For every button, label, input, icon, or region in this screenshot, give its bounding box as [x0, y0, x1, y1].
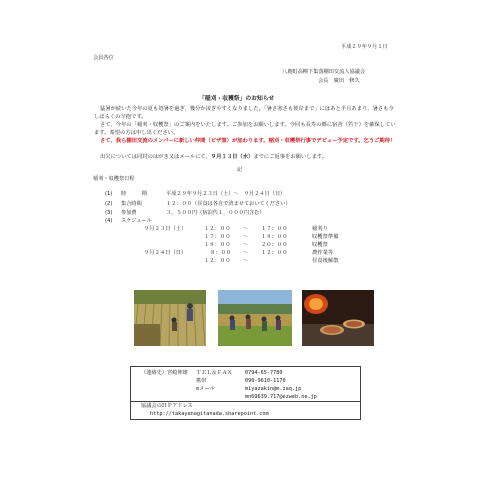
item-num: (3): [105, 210, 113, 216]
contact-divider: [130, 401, 361, 402]
item-value: １２：００（昼食は各自で済ませておいてください）: [166, 201, 291, 207]
rsvp-deadline: ９月１３日（水）: [210, 154, 254, 160]
schedule-start: １２：００: [204, 258, 231, 264]
paragraph-greeting: 猛暑が続いた今年の夏も処暑を過ぎ、幾分か凌ぎやすくなりました。「暑さ寒さも彼岸まで」にはあと半月あまり、暑さも今しばらくの辛抱です。: [94, 106, 394, 120]
schedule-start: １７：００: [204, 234, 231, 240]
item-value: ３，５００円（宿泊代１，０００円含む）: [166, 210, 265, 216]
rice-field-photo: [134, 290, 206, 346]
paragraph-rsvp: [94, 154, 398, 162]
schedule-tilde: ～: [243, 250, 249, 256]
item-num: (2): [105, 201, 113, 207]
pizza-oven-photo: [302, 290, 374, 346]
schedule-tilde: ～: [243, 258, 249, 264]
schedule-event: 稲刈り: [312, 226, 328, 232]
email-label: eメール: [196, 386, 215, 392]
sender-name: 会長 廣田 修久: [318, 78, 360, 84]
schedule-title: 稲刈・収穫祭日程: [93, 176, 135, 182]
ki-mark: 記: [237, 167, 243, 173]
schedule-event: 収穫祭: [312, 242, 328, 248]
schedule-tilde: ～: [243, 242, 249, 248]
schedule-day: ９月２４日（日）: [144, 250, 187, 256]
schedule-start: １８：００: [204, 242, 231, 248]
email-link-1[interactable]: miyazakin@m.zaq.jp: [245, 386, 302, 392]
organization-name: 八鹿町高柳下集落棚田交流人協議会: [282, 69, 366, 75]
item-num: (4): [105, 218, 113, 224]
schedule-event: 昼食後解散: [312, 258, 339, 264]
rsvp-text-b: までにご返事をお願いします。: [253, 154, 328, 160]
tel-value[interactable]: 0794-65-7780: [245, 370, 283, 376]
schedule-end: １７：００: [261, 226, 288, 232]
mobile-label: 携帯: [196, 378, 207, 384]
email-link-2[interactable]: mn69639.717@ezweb.ne.jp: [245, 394, 317, 400]
schedule-start: １２：００: [204, 226, 231, 232]
hp-label: 協議会のＨＰアドレス: [141, 403, 193, 409]
addressee: 会員各位: [93, 55, 114, 61]
item-label: 時 期: [121, 191, 147, 197]
rsvp-text-a: 出欠については同封のはがき又はメールにて、: [100, 154, 211, 160]
schedule-end: ２０：００: [261, 242, 288, 248]
item-label: スケジュール: [121, 218, 152, 224]
paragraph-invitation: さて、今年の「稲刈・収穫祭」のご案内をいたします。ご参加をお願いします。今回も長寿の郷に宿舎（若干）を確保しています。希望の方は申し出ください。: [94, 122, 396, 136]
item-value: 平成２９年９月２３日（土）～ ９月２４日（日）: [166, 191, 286, 197]
schedule-event: 農作業等: [312, 250, 334, 256]
schedule-tilde: ～: [243, 234, 249, 240]
harvest-team-photo: [218, 290, 292, 346]
tel-label: ＴＥＬ＆ＦＡＸ: [196, 370, 233, 376]
schedule-day: ９月２３日（土）: [144, 226, 187, 232]
schedule-event: 収穫祭準備: [312, 234, 339, 240]
document-title: 「稲刈・収穫祭」のお知らせ: [199, 96, 275, 102]
hp-url-link[interactable]: http://takayanagitanada.sharepoint.com: [150, 411, 269, 417]
schedule-start: ８：００: [210, 250, 232, 256]
item-label: 集合時間: [121, 201, 142, 207]
issue-date: 平成２９年９月１日: [341, 44, 388, 50]
contact-label: （連絡先）宮崎伸雄: [141, 370, 188, 376]
item-num: (1): [105, 191, 113, 197]
mobile-value[interactable]: 090-9610-1170: [245, 378, 286, 384]
schedule-end: １２：００: [261, 250, 288, 256]
schedule-end: １８：００: [261, 234, 288, 240]
schedule-tilde: ～: [243, 226, 249, 232]
item-label: 参加費: [121, 210, 137, 216]
paragraph-pizza-oven: さて、我ら棚田交流のメンバーに新しい仲間（ピザ窯）が加わります。稲刈・収穫祭行事でデビュー予定です。乞うご期待！: [100, 138, 396, 144]
